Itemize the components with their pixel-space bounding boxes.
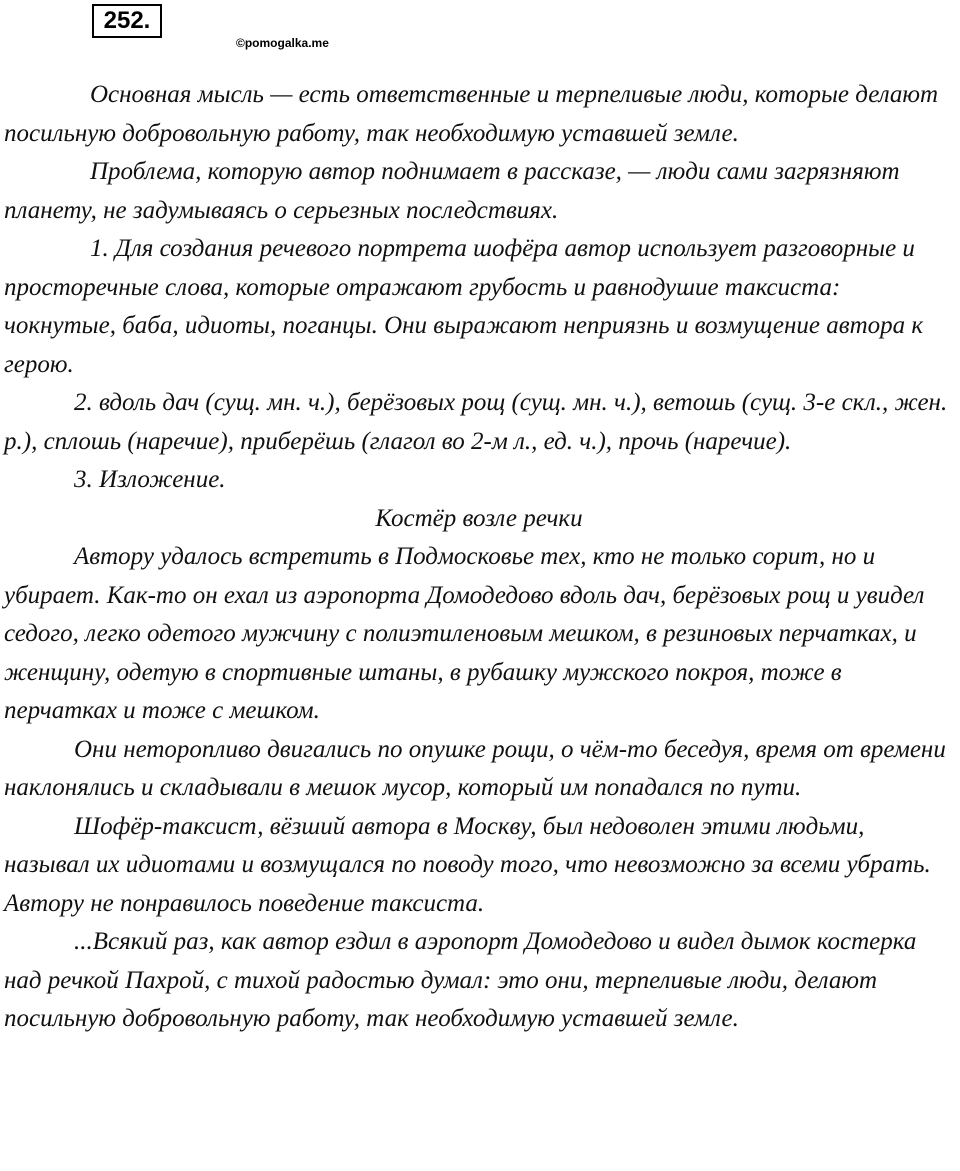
paragraph-main-idea: Основная мысль — есть ответственные и терпеливые люди, которые делают посильную добровольную работу, так необходимую уставшей земле.: [4, 81, 939, 147]
paragraph-task-2: 2. вдоль дач (сущ. мн. ч.), берёзовых рощ (сущ. мн. ч.), ветошь (сущ. 3-е скл., жен. р.), сплошь (наречие), приберёшь (глагол во 2-м л., ед. ч.), прочь (наречие).: [4, 389, 948, 455]
essay-title: Костёр возле речки: [375, 504, 583, 532]
essay-paragraph-2: Они неторопливо двигались по опушке рощи, о чём-то беседуя, время от времени наклонялись и складывали в мешок мусор, который им попадался по пути.: [4, 735, 946, 801]
paragraph-task-1: 1. Для создания речевого портрета шофёра автор использует разговорные и просторечные слова, которые отражают грубость и равнодушие таксиста: чокнутые, баба, идиоты, поганцы. Они выражают неприязнь и возмущение автора к герою.: [4, 235, 924, 378]
document-body: [4, 76, 954, 1039]
essay-paragraph-4: ...Всякий раз, как автор ездил в аэропорт Домодедово и видел дымок костерка над речкой Пахрой, с тихой радостью думал: это они, терпеливые люди, делают посильную добровольную работу, так необходимую уставшей земле.: [4, 928, 917, 1032]
essay-paragraph-1: Автору удалось встретить в Подмосковье тех, кто не только сорит, но и убирает. Как-то он ехал из аэропорта Домодедово вдоль дач, берёзовых рощ и увидел седого, легко одетого мужчину с полиэтиленовым мешком, в резиновых перчатках, и женщину, одетую в спортивные штаны, в рубашку мужского покроя, тоже в перчатках и тоже с мешком.: [4, 543, 925, 724]
task-number-box: 252.: [92, 4, 162, 38]
paragraph-task-3: 3. Изложение.: [74, 466, 226, 493]
watermark: ©pomogalka.me: [236, 36, 329, 50]
essay-paragraph-3: Шофёр-таксист, вёзший автора в Москву, был недоволен этими людьми, называл их идиотами и возмущался по поводу того, что невозможно за всеми убрать. Автору не понравилось поведение таксиста.: [4, 812, 931, 917]
paragraph-problem: Проблема, которую автор поднимает в рассказе, — люди сами загрязняют планету, не задумываясь о серьезных последствиях.: [4, 158, 900, 224]
